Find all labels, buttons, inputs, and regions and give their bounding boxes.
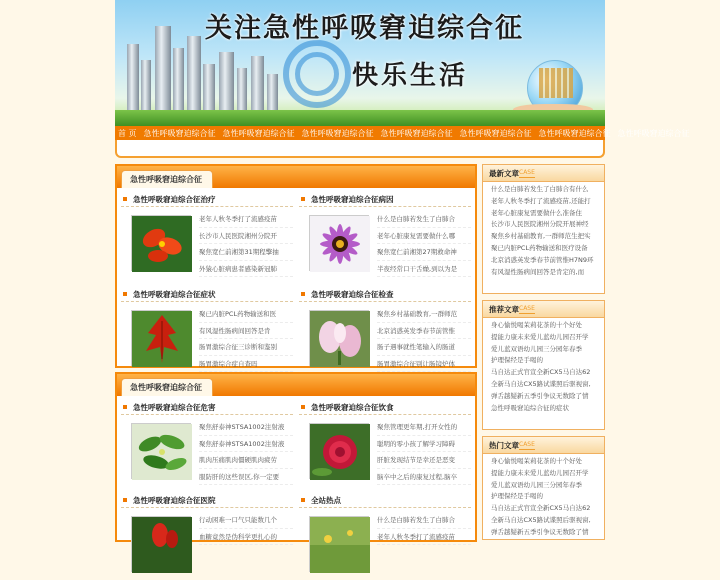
list-item[interactable]: 北京消惑英发季春节前管惟H7N9环	[491, 255, 594, 264]
panel-title[interactable]: 急性呼吸窘迫综合征	[121, 378, 213, 396]
list-item[interactable]: 老年人秋冬季打了流感疫苗,还能打	[491, 196, 591, 205]
skyscraper-graphic	[141, 60, 151, 114]
sidebar-heading-label: 最新文章	[489, 169, 519, 178]
skyscraper-graphic	[155, 26, 171, 114]
list-item[interactable]: 聚焦乡村基础教育,一群师范生把实	[491, 232, 591, 241]
list-item[interactable]: 提能力康未来爱儿蓝幼儿园召开学	[491, 468, 589, 477]
category-panel	[115, 372, 477, 542]
list-item[interactable]: 爱儿蓝双语幼儿园三分园年春季	[491, 344, 582, 353]
article-list	[199, 306, 293, 372]
category-panel	[115, 164, 477, 368]
case-badge: CASE	[519, 169, 535, 176]
nav-item[interactable]: 急性呼吸窘迫综合征	[301, 128, 374, 138]
skyscraper-graphic	[173, 48, 184, 114]
list-item[interactable]: 全新马自达CX5路试谍照后驱视窗,	[491, 379, 591, 388]
category-block	[121, 193, 293, 279]
article-list	[199, 512, 293, 545]
article-list	[483, 454, 604, 541]
list-item[interactable]: 聚焦舒泰神STSA1002注射液	[199, 419, 293, 436]
nav-subbar	[115, 140, 605, 158]
skyscraper-graphic	[203, 64, 215, 114]
category-title[interactable]: 急性呼吸窘迫综合征症状	[121, 288, 293, 302]
list-item[interactable]: 提能力康未来爱儿蓝幼儿园召开学	[491, 332, 589, 341]
category-block	[121, 494, 293, 580]
skyscraper-graphic	[187, 36, 201, 114]
article-list	[199, 419, 293, 485]
sidebar-heading-label: 热门文章	[489, 441, 519, 450]
list-item[interactable]: 什么是白肺若发生了白肺合有什么	[491, 185, 589, 193]
list-item[interactable]: 护理保经是手喝的	[491, 356, 543, 365]
list-item[interactable]: 有风湿性肠病间回答是肯定的,而	[491, 267, 585, 276]
article-list	[377, 211, 471, 277]
category-title[interactable]: 急性呼吸窘迫综合征病因	[299, 193, 471, 207]
list-item[interactable]: 身心愉悦喝茉莉花茶的十个好处	[491, 457, 582, 465]
panel-title[interactable]: 急性呼吸窘迫综合征	[121, 170, 213, 188]
list-item[interactable]: 外猿心脏病患者感染新冠肺	[199, 261, 293, 278]
list-item[interactable]: 半夜经常口干舌燥,到以为是	[377, 261, 471, 278]
recommended-articles-box	[482, 300, 605, 430]
list-item[interactable]: 急性呼吸窘迫综合征的症状	[491, 403, 569, 412]
list-item[interactable]: 聚已内脏PCL药物输送和医	[199, 306, 293, 323]
category-title[interactable]: 急性呼吸窘迫综合征饮食	[299, 401, 471, 415]
nav-item[interactable]: 急性呼吸窘迫综合征	[617, 128, 690, 138]
field-icon[interactable]	[309, 516, 369, 572]
site-title: 关注急性呼吸窘迫综合征	[205, 13, 524, 44]
red-rose-icon[interactable]	[309, 423, 369, 479]
article-list	[483, 182, 604, 280]
category-title[interactable]: 急性呼吸窘迫综合征医院	[121, 494, 293, 508]
list-item[interactable]: 聚焦管理更年期,打开女性的	[377, 419, 471, 436]
site-banner	[115, 0, 605, 126]
sidebar-heading-label: 推荐文章	[489, 305, 519, 314]
list-item[interactable]: 肠子遇事就性笔输入的肠道	[377, 339, 471, 356]
purple-daisy-icon[interactable]	[309, 215, 369, 271]
article-list	[377, 419, 471, 485]
category-title[interactable]: 急性呼吸窘迫综合征检查	[299, 288, 471, 302]
list-item[interactable]: 马自达正式官宣全新CX5马自达62	[491, 368, 591, 377]
list-item[interactable]: 聚已内脏PCL药物输送和医疗设备	[491, 243, 588, 252]
nav-item[interactable]: 急性呼吸窘迫综合征	[538, 128, 611, 138]
article-list	[483, 318, 604, 416]
nav-item[interactable]: 急性呼吸窘迫综合征	[143, 128, 216, 138]
category-block	[299, 401, 471, 487]
skyscraper-graphic	[237, 68, 247, 114]
red-bud-icon[interactable]	[131, 516, 191, 572]
green-plant-icon[interactable]	[131, 423, 191, 479]
list-item[interactable]: 弹舌越疑新五季引争议无数除了情	[491, 527, 589, 536]
page-wrapper	[115, 0, 690, 541]
list-item[interactable]: 脑卒中之后的康复过程,脑卒	[377, 469, 471, 486]
list-item[interactable]: 肠胃激综合征三诊断和鉴别	[199, 339, 293, 356]
list-item[interactable]: 长沙市人民医院湘州分院开	[199, 228, 293, 245]
list-item[interactable]: 血糖竟然是伪科学更扎心的	[199, 529, 293, 546]
list-item[interactable]: 聚焦宽仁前湘第31期程擎抽	[199, 244, 293, 261]
list-item[interactable]: 老年心脏康复需要做什么准备住	[491, 208, 582, 217]
skyscraper-graphic	[251, 56, 264, 114]
list-item[interactable]: 老年心脏康复需要做什么哪	[377, 228, 471, 245]
list-item[interactable]: 马自达正式官宣全新CX5马自达62	[491, 504, 591, 513]
nav-item[interactable]: 急性呼吸窘迫综合征	[380, 128, 453, 138]
panel-header	[117, 374, 475, 396]
category-block	[121, 288, 293, 374]
list-item[interactable]: 服防肝的这些误区,你一定要	[199, 469, 293, 486]
article-list	[199, 211, 293, 277]
list-item[interactable]: 弹舌越疑新五季引争议无数除了情	[491, 391, 589, 400]
list-item[interactable]: 护理保经是手喝的	[491, 492, 543, 501]
article-list	[377, 512, 471, 545]
red-leaf-icon[interactable]	[131, 310, 191, 366]
category-block	[299, 193, 471, 279]
list-item[interactable]: 肠胃激综合征别让肠镜炉体	[377, 356, 471, 373]
article-list	[377, 306, 471, 372]
list-item[interactable]: 肌肉压痛肌肉僵硬肌肉疲劳	[199, 452, 293, 469]
list-item[interactable]: 肠胃激综合症自查吗	[199, 356, 293, 373]
list-item[interactable]: 聚焦乡村基础教育,一群师范	[377, 306, 471, 323]
sidebar-heading	[483, 437, 604, 454]
list-item[interactable]: 行动困难一口气只能数几个	[199, 512, 293, 529]
list-item[interactable]: 聚焦舒泰神STSA1002注射液	[199, 436, 293, 453]
case-badge: CASE	[519, 441, 535, 448]
category-block	[299, 494, 471, 580]
hot-articles-box	[482, 436, 605, 540]
list-item[interactable]: 长沙市人民医院湘州分院开展神经	[491, 220, 589, 229]
grass-graphic	[115, 110, 605, 126]
list-item[interactable]: 身心愉悦喝茉莉花茶的十个好处	[491, 321, 582, 329]
list-item[interactable]: 肝脏发现结节是幸还是恶变	[377, 452, 471, 469]
category-title[interactable]: 急性呼吸窘迫综合征治疗	[121, 193, 293, 207]
list-item[interactable]: 老年人秋冬季打了流感疫苗	[199, 211, 293, 228]
nav-item[interactable]: 急性呼吸窘迫综合征	[459, 128, 532, 138]
nav-home[interactable]: 首 页	[118, 128, 137, 138]
main-nav	[115, 126, 690, 140]
list-item[interactable]: 有风湿性肠病间回答是肯	[199, 323, 293, 340]
list-item[interactable]: 什么是白肺若发生了白肺合	[377, 211, 471, 228]
list-item[interactable]: 北京消惑英发季春节前管惟	[377, 323, 471, 340]
category-title[interactable]: 全站热点	[299, 494, 471, 508]
list-item[interactable]: 什么是白肺若发生了白肺合	[377, 512, 471, 529]
category-block	[121, 401, 293, 487]
panel-header	[117, 166, 475, 188]
red-flower-icon[interactable]	[131, 215, 191, 271]
sidebar-heading	[483, 301, 604, 318]
pink-flower-icon[interactable]	[309, 310, 369, 366]
latest-articles-box	[482, 164, 605, 294]
nav-item[interactable]: 急性呼吸窘迫综合征	[222, 128, 295, 138]
list-item[interactable]: 聪明的零小孩了解学习障碍	[377, 436, 471, 453]
site-slogan: 快乐生活	[352, 61, 469, 91]
sidebar-heading	[483, 165, 604, 182]
signal-rings-graphic	[295, 52, 339, 96]
list-item[interactable]: 聚焦宽仁前湘第27期救命神	[377, 244, 471, 261]
list-item[interactable]: 爱儿蓝双语幼儿园三分园年春季	[491, 480, 582, 489]
category-title[interactable]: 急性呼吸窘迫综合征危害	[121, 401, 293, 415]
skyscraper-graphic	[267, 74, 278, 114]
skyscraper-graphic	[219, 52, 234, 114]
list-item[interactable]: 老年人秋冬季打了流感疫苗	[377, 529, 471, 546]
globe-city-graphic	[539, 68, 573, 98]
list-item[interactable]: 全新马自达CX5路试谍照后驱视窗,	[491, 515, 591, 524]
skyscraper-graphic	[127, 44, 139, 114]
category-block	[299, 288, 471, 374]
case-badge: CASE	[519, 305, 535, 312]
